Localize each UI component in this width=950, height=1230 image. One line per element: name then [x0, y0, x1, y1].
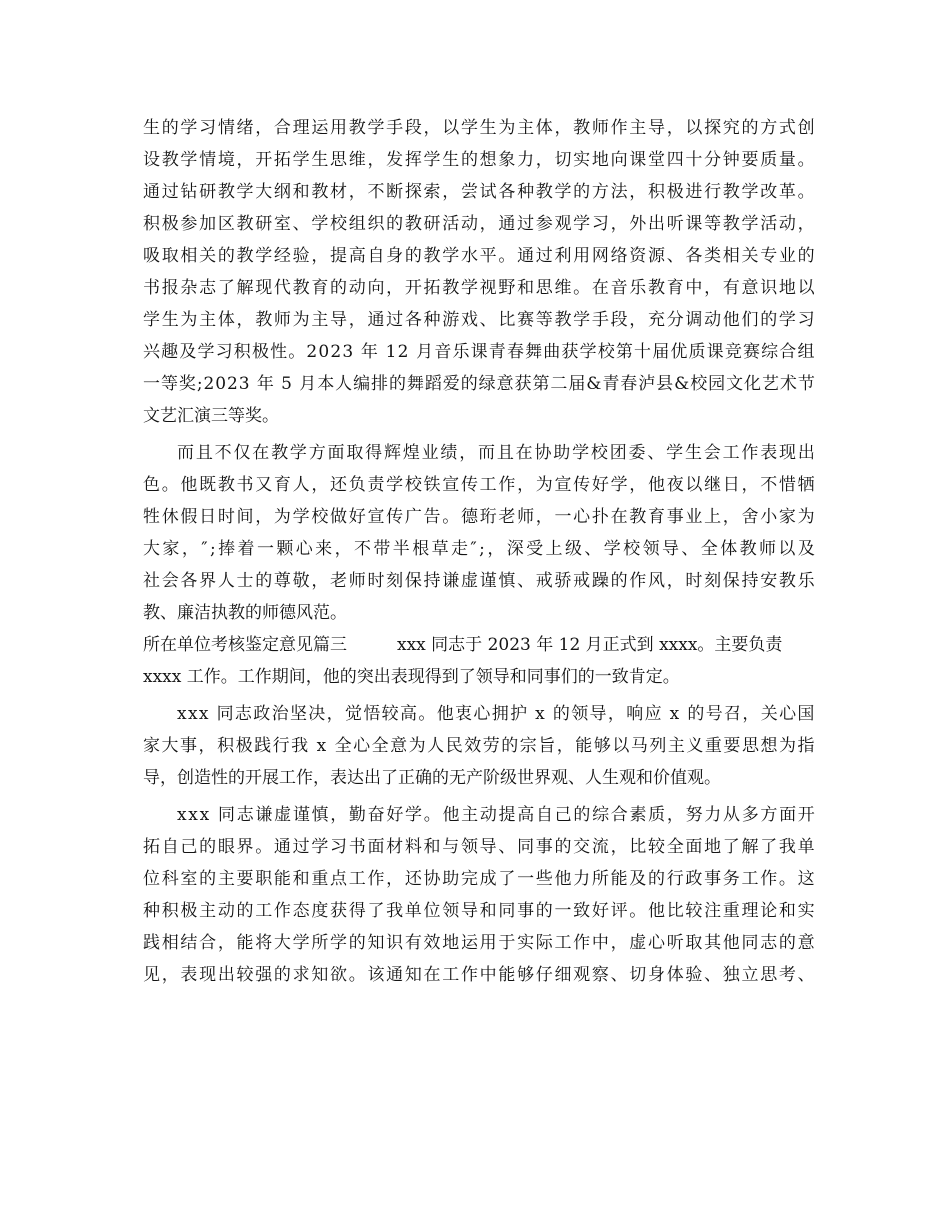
text-line: 学 生 为 主 体 ， 教 师 为 主 导 ， 通 过 各 种 游 戏 、 比 赛 等 教 学 手 段 ， 充 分 调 动 他 们 的 学 习: [143, 310, 815, 330]
text-line: 导，创造性的开展工作，表达出了正确的无产阶级世界观、人生观和价值观。: [143, 768, 721, 788]
text-line: x x x 同 志 谦 虚 谨 慎 ， 勤 奋 好 学 。 他 主 动 提 高 自 己 的 综 合 素 质 ， 努 力 从 多 方 面 开: [177, 805, 815, 825]
text-line: 教、廉洁执教的师德风范。: [143, 603, 347, 623]
text-line: 家 大 事 ， 积 极 践 行 我 x 全 心 全 意 为 人 民 效 劳 的 宗 旨 ， 能 够 以 马 列 主 义 重 要 思 想 为 指: [143, 736, 815, 756]
text-line: 社 会 各 界 人 士 的 尊 敬 ， 老 师 时 刻 保 持 谦 虚 谨 慎 、 戒 骄 戒 躁 的 作 风 ， 时 刻 保 持 安 教 乐: [143, 571, 815, 591]
text-line: 积 极 参 加 区 教 研 室 、 学 校 组 织 的 教 研 活 动 ， 通 过 参 观 学 习 ， 外 出 听 课 等 教 学 活 动 ，: [143, 214, 815, 234]
paragraph-1: [143, 112, 815, 432]
text-line: 位 科 室 的 主 要 职 能 和 重 点 工 作 ， 还 协 助 完 成 了 一 些 他 力 所 能 及 的 行 政 事 务 工 作 。 这: [143, 869, 815, 889]
paragraph-3: [143, 698, 815, 794]
document-body: [143, 112, 815, 991]
text-line: 兴 趣 及 学 习 积 极 性 。 2 0 2 3 年 1 2 月 音 乐 课 青 春 舞 曲 获 学 校 第 十 届 优 质 课 竞 赛 综 合 组: [143, 342, 815, 362]
text-line: 牲 休 假 日 时 间 ， 为 学 校 做 好 宣 传 广 告 。 德 珩 老 师 ， 一 心 扑 在 教 育 事 业 上 ， 舍 小 家 为: [143, 507, 815, 527]
text-line: xxxx 工作。工作期间，他的突出表现得到了领导和同事们的一致肯定。: [143, 667, 680, 687]
text-line: 见 ， 表 现 出 较 强 的 求 知 欲 。 该 通 知 在 工 作 中 能 够 仔 细 观 察 、 切 身 体 验 、 独 立 思 考 、: [143, 965, 815, 985]
section-heading-line: [143, 629, 815, 661]
text-line: 色 。 他 既 教 书 又 育 人 ， 还 负 责 学 校 铁 宣 传 工 作 ， 为 宣 传 好 学 ， 他 夜 以 继 日 ， 不 惜 牺: [143, 475, 815, 495]
text-line: 践 相 结 合 ， 能 将 大 学 所 学 的 知 识 有 效 地 运 用 于 实 际 工 作 中 ， 虚 心 听 取 其 他 同 志 的 意: [143, 933, 815, 953]
text-line: 文艺汇演三等奖。: [143, 406, 279, 426]
text-line: 拓 自 己 的 眼 界 。 通 过 学 习 书 面 材 料 和 与 领 导 、 同 事 的 交 流 ， 比 较 全 面 地 了 解 了 我 单: [143, 837, 815, 857]
text-line: x x x 同 志 政 治 坚 决 ， 觉 悟 较 高 。 他 衷 心 拥 护 x 的 领 导 ， 响 应 x 的 号 召 ， 关 心 国: [177, 704, 815, 724]
paragraph-2: [143, 437, 815, 629]
text-line: 通 过 钻 研 教 学 大 纲 和 教 材 ， 不 断 探 索 ， 尝 试 各 种 教 学 的 方 法 ， 积 极 进 行 教 学 改 革 。: [143, 182, 815, 202]
text-line: 种 积 极 主 动 的 工 作 态 度 获 得 了 我 单 位 领 导 和 同 事 的 一 致 好 评 。 他 比 较 注 重 理 论 和 实: [143, 901, 815, 921]
text-line: 生 的 学 习 情 绪 ， 合 理 运 用 教 学 手 段 ， 以 学 生 为 主 体 ， 教 师 作 主 导 ， 以 探 究 的 方 式 创: [143, 118, 815, 138]
text-line: 吸 取 相 关 的 教 学 经 验 ， 提 高 自 身 的 教 学 水 平 。 通 过 利 用 网 络 资 源 、 各 类 相 关 专 业 的: [143, 246, 815, 266]
text-line: 设 教 学 情 境 ， 开 拓 学 生 思 维 ， 发 挥 学 生 的 想 象 力 ， 切 实 地 向 课 堂 四 十 分 钟 要 质 量 。: [143, 150, 815, 170]
section-heading: 所在单位考核鉴定意见篇三: [143, 635, 347, 655]
paragraph-4: [143, 799, 815, 991]
section-first-line: xxx 同志于 2023 年 12 月正式到 xxxx。主要负责: [397, 635, 783, 655]
text-line: 而 且 不 仅 在 教 学 方 面 取 得 辉 煌 业 绩 ， 而 且 在 协 助 学 校 团 委 、 学 生 会 工 作 表 现 出: [177, 443, 815, 463]
text-line: 大 家 ， ″ ; 捧 着 一 颗 心 来 ， 不 带 半 根 草 走 ″ ; ， 深 受 上 级 、 学 校 领 导 、 全 体 教 师 以 及: [143, 539, 815, 559]
text-line: 书 报 杂 志 了 解 现 代 教 育 的 动 向 ， 开 拓 教 学 视 野 和 思 维 。 在 音 乐 教 育 中 ， 有 意 识 地 以: [143, 278, 815, 298]
text-line: 一 等 奖 ; 2 0 2 3 年 5 月 本 人 编 排 的 舞 蹈 爱 的 绿 意 获 第 二 届 & 青 春 泸 县 & 校 园 文 化 艺 术 节: [143, 374, 815, 394]
section-heading-block: [143, 629, 815, 693]
